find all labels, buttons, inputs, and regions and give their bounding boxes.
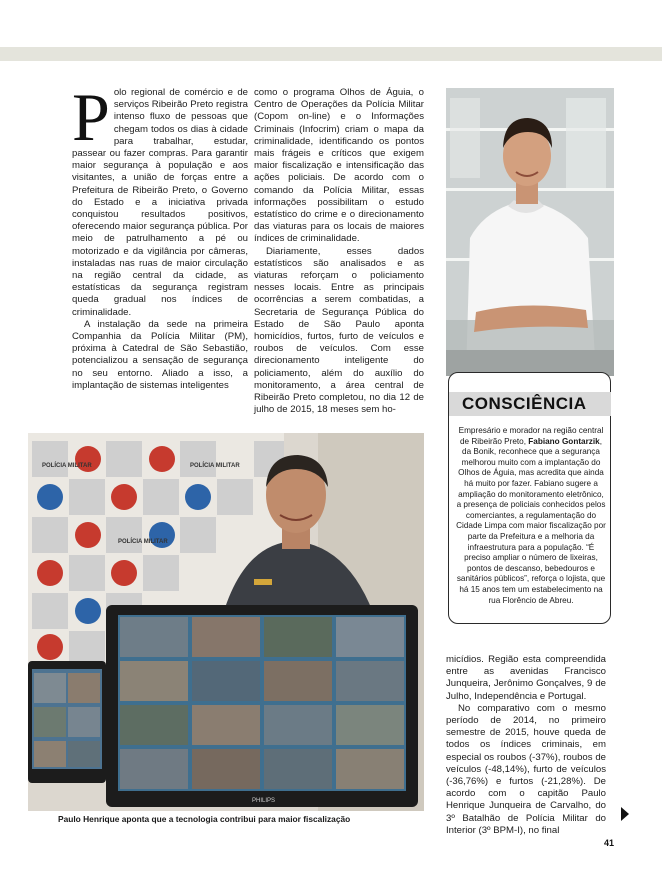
- article-paragraph: Diariamente, esses dados estatísticos são analisados e as viaturas reforçam o policiamento nesses locais. Entre as principais ocorrências a serem combatidas, a Secretaria de Segurança Pública do Estado de São Paulo aponta homicídios, furtos, furto de veículos e roubos de veículos. Com esse direcionamento inteligente do policiamento, além do auxílio do monitoramento, a área central de Ribeirão Preto completou, no dia 12 de julho de 2015, 18 meses sem ho-: [254, 245, 424, 416]
- article-paragraph: como o programa Olhos de Águia, o Centro de Operações da Polícia Militar (Copom on-line) e o Informações Criminais (Infocrim) criam o mapa da criminalidade, identificando os pontos mais frágeis e críticos que exigem maior fiscalização e intensificação das ações policiais. De acordo com o comando da Polícia Militar, essas informações possibilitam o estudo estatístico do crime e o direcionamento das viaturas para os locais de maiores índices de criminalidade.: [254, 87, 424, 245]
- article-column-2: [254, 87, 424, 416]
- header-band: [0, 47, 662, 61]
- sidebar-text-intro: Empresário e morador na região central de Ribeirão Preto,: [458, 426, 604, 446]
- article-paragraph: No comparativo com o mesmo período de 2014, no primeiro semestre de 2015, houve queda de todos os índices criminais, em especial os roubos (-37%), roubos de veículos (-48,14%), furto de veículos (-36,76%) e furtos (-21,28%). De acordo com o capitão Paulo Henrique Junqueira de Carvalho, do 3º Batalhão de Polícia Militar do Interior (3º BPM-I), no final: [446, 702, 606, 836]
- businessman-photo: [446, 88, 614, 376]
- wall-label: POLÍCIA MILITAR: [42, 463, 92, 469]
- article-paragraph: olo regional de comércio e de serviços Ribeirão Preto registra intenso fluxo de pessoas que chegam todos os dias à cidade para trabalhar, estudar, passear ou fazer compras. Para garantir maior segurança à população e aos visitantes, a união de forças entre a Prefeitura de Ribeirão Preto, o Governo do Estado e a iniciativa privada conquistou resultados positivos, oferecendo maior segurança pública. Por meio de patrulhamento a pé ou motorizado e da vigilância por câmeras, instaladas nas ruas de maior circulação na região central da cidade, as estatísticas da segurança registram queda gradual nos índices de criminalidade.: [72, 87, 248, 318]
- sidebar-person-name: Fabiano Gontarzik: [528, 436, 600, 446]
- monitor-brand: PHILIPS: [252, 798, 276, 804]
- police-officer-illustration: [28, 433, 424, 811]
- drop-cap: P: [72, 79, 110, 155]
- wall-label: POLÍCIA MILITAR: [190, 463, 240, 469]
- continue-arrow-icon: [621, 807, 629, 821]
- article-paragraph: micídios. Região esta compreendida entre as avenidas Francisco Junqueira, Jerônimo Gonçalves, 9 de Julho, Independência e Portugal.: [446, 654, 606, 702]
- article-column-1: [72, 79, 248, 392]
- sidebar-text: [456, 426, 606, 606]
- police-officer-photo: [28, 433, 424, 811]
- photo-caption: Paulo Henrique aponta que a tecnologia contribui para maior fiscalização: [58, 814, 351, 824]
- sidebar-text-body: , da Bonik, reconhece que a segurança melhorou muito com a implantação do Olhos de Águia, mas acredita que ainda há muito por fazer. Fabiano sugere a ampliação do monitoramento eletrônico, a presença de policiais conhecidos pelos comerciantes, a regulamentação do Cidade Limpa com maior fiscalização por parte da Prefeitura e a melhoria da infraestrutura para a população. “É preciso ampliar o número de lixeiras, pontos de descanso, bebedouros e sanitários públicos”, reforça o lojista, que há 15 anos tem um estabelecimento na rua Florêncio de Abreu.: [456, 436, 606, 605]
- sidebar-title: CONSCIÊNCIA: [462, 394, 587, 413]
- computer-monitor: [106, 605, 418, 807]
- wall-label: POLÍCIA MILITAR: [118, 539, 168, 545]
- businessman-illustration: [446, 88, 614, 376]
- page-number: 41: [604, 838, 615, 848]
- article-paragraph: A instalação da sede na primeira Companhia da Polícia Militar (PM), próxima à Catedral de São Sebastião, potencializou a sensação de segurança no seu entorno. Aliado a isso, a implantação de sistemas inteligentes: [72, 318, 248, 391]
- article-column-3: [446, 654, 606, 837]
- second-monitor: [28, 661, 106, 783]
